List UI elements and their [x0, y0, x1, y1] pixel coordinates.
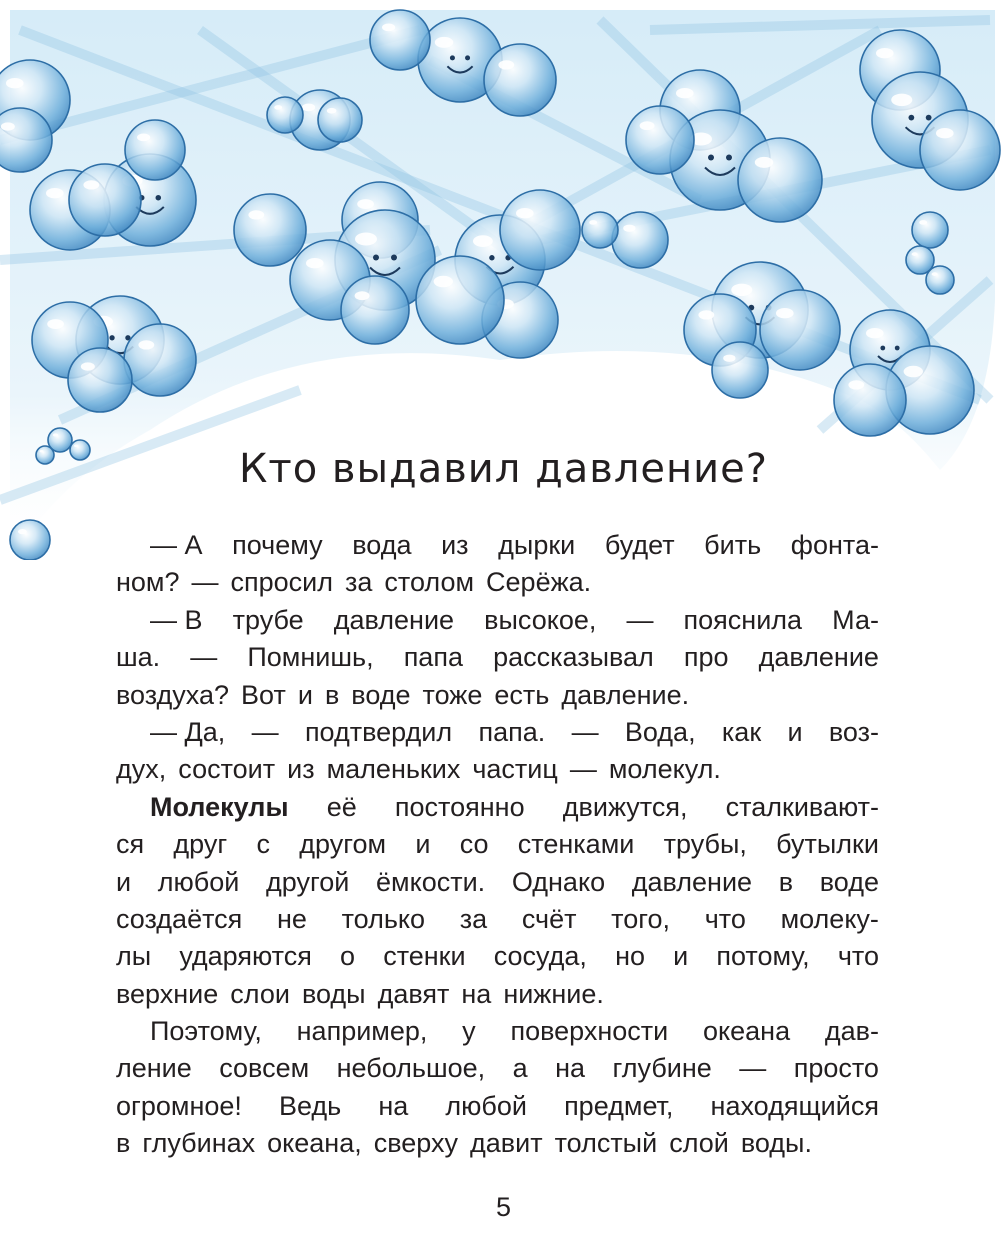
word: океана,	[267, 1128, 362, 1159]
word: Вода,	[624, 716, 696, 747]
word: Вот	[241, 679, 286, 710]
word: фонта-	[790, 530, 879, 560]
word: давление.	[561, 679, 690, 710]
word: есть	[494, 679, 550, 710]
text-line	[116, 976, 879, 1013]
word: столом	[384, 567, 475, 598]
word: воде	[819, 866, 879, 897]
word: из	[441, 530, 469, 560]
word: рассказывал	[493, 642, 654, 673]
bubble	[626, 106, 694, 174]
word: сосуда,	[493, 941, 587, 972]
bubble	[416, 256, 504, 344]
word: лы	[116, 941, 152, 972]
word: ёмкости.	[376, 866, 486, 897]
word: находящийся	[710, 1090, 879, 1121]
text-line	[116, 1050, 879, 1087]
word: на	[378, 1090, 409, 1121]
word: ся	[116, 829, 145, 860]
word: но	[615, 941, 645, 972]
bubble	[612, 212, 668, 268]
word: воде	[351, 679, 411, 710]
word: Помнишь,	[247, 642, 374, 673]
bubble	[912, 212, 948, 248]
word: молекул.	[608, 754, 721, 785]
word: создаётся	[116, 903, 243, 934]
word: ударяются	[179, 941, 312, 972]
word: спросил	[230, 567, 334, 598]
word: ление	[116, 1053, 192, 1084]
word: тоже	[422, 679, 483, 710]
bubble	[124, 324, 196, 396]
word: —	[191, 567, 219, 598]
word: совсем	[219, 1053, 310, 1084]
bubble	[318, 98, 362, 142]
bubble	[125, 120, 185, 180]
text-line	[116, 751, 879, 788]
word: например,	[296, 1016, 428, 1047]
word: —	[251, 716, 279, 747]
text-line	[116, 826, 879, 863]
word: слои	[230, 978, 290, 1009]
word: ном?	[116, 567, 180, 598]
word: дырки	[498, 530, 576, 560]
word: друг	[173, 829, 228, 860]
word: трубы,	[663, 829, 747, 860]
word: — А	[150, 530, 203, 560]
word: сверху	[373, 1128, 459, 1159]
word: трубе	[232, 604, 304, 635]
word: поверхности	[510, 1016, 669, 1047]
word: на	[555, 1053, 586, 1084]
word: вода	[352, 530, 412, 560]
text-line	[116, 901, 879, 938]
word: и	[673, 941, 689, 972]
word: за	[459, 903, 488, 934]
word: давят	[377, 978, 450, 1009]
word: просто	[793, 1053, 879, 1084]
word: со	[459, 829, 489, 860]
word: толстый	[554, 1128, 658, 1159]
word: подтвердил	[304, 716, 453, 747]
word: как	[721, 716, 762, 747]
word: воз-	[828, 716, 879, 747]
word: Ма-	[832, 604, 879, 635]
word: счёт	[521, 903, 577, 934]
word: а	[512, 1053, 528, 1084]
word: и	[415, 829, 431, 860]
text-line	[116, 602, 879, 639]
word: сталкивают-	[725, 791, 879, 822]
bubble	[234, 194, 306, 266]
word: воды	[301, 978, 366, 1009]
word: за	[345, 567, 373, 598]
word: стенками	[517, 829, 635, 860]
word: Серёжа.	[486, 567, 592, 598]
word: слой	[669, 1128, 729, 1159]
word: воздуха?	[116, 679, 230, 710]
word: и	[297, 679, 313, 710]
word: состоит	[178, 754, 276, 785]
word: глубинах	[142, 1128, 256, 1159]
text-line	[116, 1088, 879, 1125]
bubble	[69, 164, 141, 236]
word: предмет,	[564, 1090, 674, 1121]
word: — Да,	[150, 716, 226, 747]
text-line	[116, 864, 879, 901]
word: давление	[333, 604, 455, 635]
word: воды.	[740, 1128, 812, 1159]
word: у	[462, 1016, 476, 1047]
word: с	[256, 829, 270, 860]
word: океана	[703, 1016, 791, 1047]
word: — В	[150, 604, 203, 635]
bubble	[712, 342, 768, 398]
text-line	[116, 677, 879, 714]
word: другой	[266, 866, 350, 897]
text-line	[116, 527, 879, 564]
word: пояснила	[683, 604, 803, 635]
word: —	[190, 642, 218, 673]
word: Однако	[511, 866, 606, 897]
word: в	[324, 679, 340, 710]
word: что	[704, 903, 746, 934]
word: —	[569, 754, 597, 785]
word: постоянно	[394, 791, 525, 822]
word: другом	[299, 829, 387, 860]
word: ша.	[116, 642, 161, 673]
word: будет	[604, 530, 675, 560]
word: стенки	[383, 941, 466, 972]
word: —	[571, 716, 599, 747]
word: дух,	[116, 754, 167, 785]
word: бить	[704, 530, 762, 560]
word: только	[341, 903, 426, 934]
word: давление	[758, 642, 879, 673]
bubble	[370, 10, 430, 70]
word: давит	[470, 1128, 543, 1159]
bold-term: Молекулы	[150, 791, 289, 822]
word: высокое,	[484, 604, 597, 635]
text-line	[116, 1125, 879, 1162]
text-line	[116, 938, 879, 975]
word: бутылки	[776, 829, 879, 860]
text-line	[116, 639, 879, 676]
word: частиц	[472, 754, 558, 785]
word: Поэтому,	[150, 1016, 262, 1047]
word: —	[626, 604, 654, 635]
word: небольшое,	[336, 1053, 486, 1084]
bubble	[926, 266, 954, 294]
page-title: Кто выдавил давление?	[239, 446, 768, 492]
word: про	[683, 642, 729, 673]
word: почему	[232, 530, 323, 560]
word: и	[787, 716, 803, 747]
bubble	[68, 348, 132, 412]
word: папа.	[478, 716, 546, 747]
word: её	[326, 791, 357, 822]
word: дав-	[824, 1016, 879, 1047]
word: нижние.	[503, 978, 604, 1009]
word: не	[276, 903, 307, 934]
bubble	[920, 110, 1000, 190]
word: огромное!	[116, 1090, 242, 1121]
word: молеку-	[780, 903, 879, 934]
word: того,	[611, 903, 671, 934]
text-line	[116, 789, 879, 826]
word: из	[287, 754, 315, 785]
word: любой	[445, 1090, 527, 1121]
bubble	[267, 97, 303, 133]
bubble	[834, 364, 906, 436]
word: в	[778, 866, 794, 897]
word: верхние	[116, 978, 219, 1009]
word: и	[116, 866, 132, 897]
word: потому,	[716, 941, 810, 972]
bubble	[738, 138, 822, 222]
word: на	[461, 978, 492, 1009]
text-line	[116, 1013, 879, 1050]
word: что	[837, 941, 879, 972]
word: движутся,	[562, 791, 688, 822]
page-number: 5	[495, 1192, 512, 1222]
bubble	[760, 290, 840, 370]
word: о	[340, 941, 356, 972]
word: любой	[157, 866, 240, 897]
word: глубине	[612, 1053, 712, 1084]
bubble	[500, 190, 580, 270]
word: Ведь	[279, 1090, 342, 1121]
body-text	[116, 527, 879, 1163]
bubble	[484, 44, 556, 116]
word: папа	[403, 642, 463, 673]
word: —	[739, 1053, 767, 1084]
text-line	[116, 714, 879, 751]
word: давление	[631, 866, 753, 897]
bubble	[10, 520, 50, 560]
word: маленьких	[326, 754, 461, 785]
word: в	[116, 1128, 131, 1159]
text-line	[116, 564, 879, 601]
bubble	[341, 276, 409, 344]
bubble	[582, 212, 618, 248]
